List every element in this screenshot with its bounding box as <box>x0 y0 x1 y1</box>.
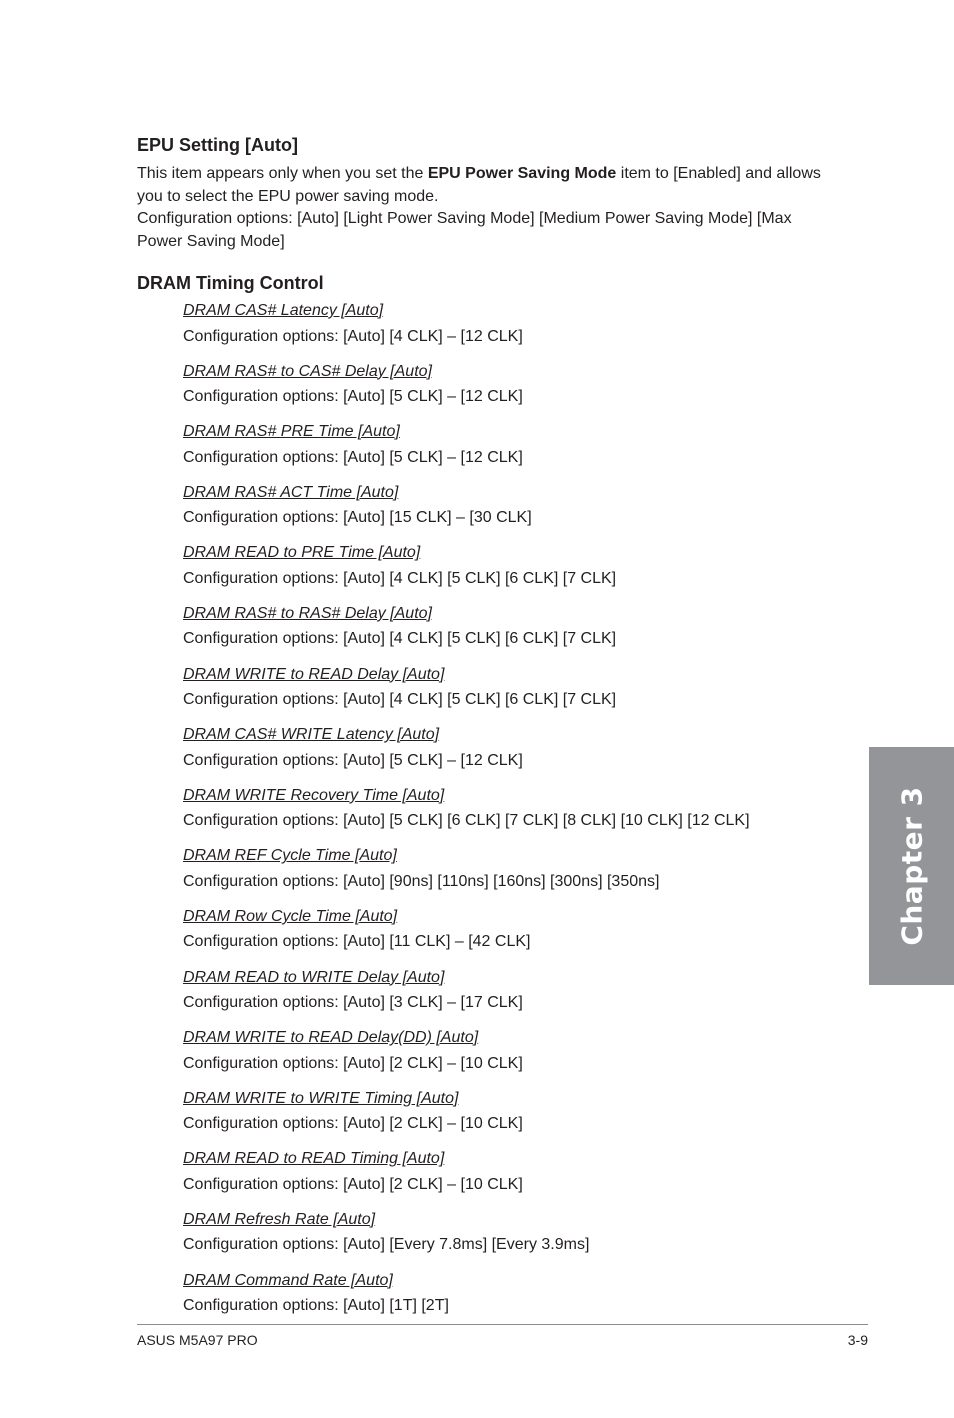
dram-item-title: DRAM WRITE Recovery Time [Auto] <box>183 786 445 804</box>
dram-item-config-options: Configuration options: [Auto] [4 CLK] [5 CLK] [6 CLK] [7 CLK] <box>183 569 617 587</box>
dram-timing-item <box>183 421 837 482</box>
dram-item-config-options: Configuration options: [Auto] [2 CLK] – [10 CLK] <box>183 1115 523 1133</box>
dram-item-config-options: Configuration options: [Auto] [11 CLK] – [42 CLK] <box>183 933 531 951</box>
dram-timing-item <box>183 1270 837 1331</box>
footer-divider <box>137 1324 868 1325</box>
dram-item-config-options: Configuration options: [Auto] [4 CLK] [5 CLK] [6 CLK] [7 CLK] <box>183 691 617 709</box>
footer-page-number: 3-9 <box>847 1332 868 1348</box>
dram-timing-item <box>183 1088 837 1149</box>
dram-timing-item-list <box>183 300 837 1330</box>
dram-timing-item <box>183 482 837 543</box>
dram-item-config-options: Configuration options: [Auto] [Every 7.8ms] [Every 3.9ms] <box>183 1236 590 1254</box>
dram-item-title: DRAM CAS# Latency [Auto] <box>183 302 384 319</box>
page-content <box>137 134 837 1330</box>
dram-timing-item <box>183 603 837 664</box>
epu-desc-text-2: item to [Enabled] and allows you to select the EPU power saving mode. <box>137 165 821 205</box>
dram-timing-item <box>183 1027 837 1088</box>
dram-item-config-options: Configuration options: [Auto] [5 CLK] – [12 CLK] <box>183 388 523 406</box>
dram-item-config-options: Configuration options: [Auto] [90ns] [110ns] [160ns] [300ns] [350ns] <box>183 872 660 890</box>
dram-item-config-options: Configuration options: [Auto] [4 CLK] – [12 CLK] <box>183 327 523 345</box>
dram-item-config-options: Configuration options: [Auto] [5 CLK] – [12 CLK] <box>183 751 523 769</box>
dram-timing-item <box>183 1148 837 1209</box>
dram-timing-item <box>183 845 837 906</box>
dram-item-config-options: Configuration options: [Auto] [4 CLK] [5 CLK] [6 CLK] [7 CLK] <box>183 630 617 648</box>
dram-item-title: DRAM Refresh Rate [Auto] <box>183 1210 376 1228</box>
dram-item-config-options: Configuration options: [Auto] [5 CLK] – [12 CLK] <box>183 448 523 466</box>
footer-product-name: ASUS M5A97 PRO <box>137 1332 258 1348</box>
dram-item-title: DRAM Row Cycle Time [Auto] <box>183 907 398 925</box>
dram-item-title: DRAM Command Rate [Auto] <box>183 1271 393 1289</box>
dram-item-title: DRAM WRITE to READ Delay(DD) [Auto] <box>183 1029 479 1047</box>
dram-timing-item <box>183 906 837 967</box>
dram-timing-item <box>183 1209 837 1270</box>
dram-item-title: DRAM WRITE to READ Delay [Auto] <box>183 665 445 683</box>
dram-timing-control-heading: DRAM Timing Control <box>137 273 324 293</box>
dram-timing-item <box>183 664 837 725</box>
dram-item-title: DRAM RAS# ACT Time [Auto] <box>183 483 399 501</box>
chapter-tab-label: Chapter 3 <box>895 786 928 946</box>
epu-desc-text-1: This item appears only when you set the <box>137 165 428 182</box>
dram-item-config-options: Configuration options: [Auto] [1T] [2T] <box>183 1297 449 1314</box>
dram-timing-item <box>183 724 837 785</box>
dram-timing-item <box>183 785 837 846</box>
dram-timing-item <box>183 967 837 1028</box>
dram-item-title: DRAM READ to WRITE Delay [Auto] <box>183 968 445 986</box>
dram-item-config-options: Configuration options: [Auto] [15 CLK] – [30 CLK] <box>183 509 532 527</box>
epu-setting-heading: EPU Setting [Auto] <box>137 135 298 155</box>
dram-item-title: DRAM RAS# PRE Time [Auto] <box>183 423 400 441</box>
dram-item-title: DRAM READ to PRE Time [Auto] <box>183 544 421 562</box>
dram-timing-item <box>183 300 837 361</box>
dram-item-title: DRAM RAS# to CAS# Delay [Auto] <box>183 362 432 380</box>
dram-item-config-options: Configuration options: [Auto] [2 CLK] – [10 CLK] <box>183 1175 523 1193</box>
epu-setting-description <box>137 163 837 208</box>
dram-item-title: DRAM WRITE to WRITE Timing [Auto] <box>183 1089 459 1107</box>
dram-item-title: DRAM RAS# to RAS# Delay [Auto] <box>183 604 432 622</box>
chapter-tab <box>869 747 954 985</box>
dram-item-title: DRAM CAS# WRITE Latency [Auto] <box>183 726 440 744</box>
dram-item-title: DRAM REF Cycle Time [Auto] <box>183 847 397 865</box>
dram-timing-item <box>183 542 837 603</box>
epu-power-saving-mode-term: EPU Power Saving Mode <box>427 165 617 182</box>
dram-item-config-options: Configuration options: [Auto] [2 CLK] – [10 CLK] <box>183 1054 523 1072</box>
dram-item-config-options: Configuration options: [Auto] [3 CLK] – [17 CLK] <box>183 994 523 1012</box>
dram-item-title: DRAM READ to READ Timing [Auto] <box>183 1150 445 1168</box>
dram-item-config-options: Configuration options: [Auto] [5 CLK] [6 CLK] [7 CLK] [8 CLK] [10 CLK] [12 CLK] <box>183 812 750 830</box>
epu-setting-config-options: Configuration options: [Auto] [Light Power Saving Mode] [Medium Power Saving Mode] [Max Power Saving Mode] <box>137 210 792 250</box>
dram-timing-item <box>183 361 837 422</box>
